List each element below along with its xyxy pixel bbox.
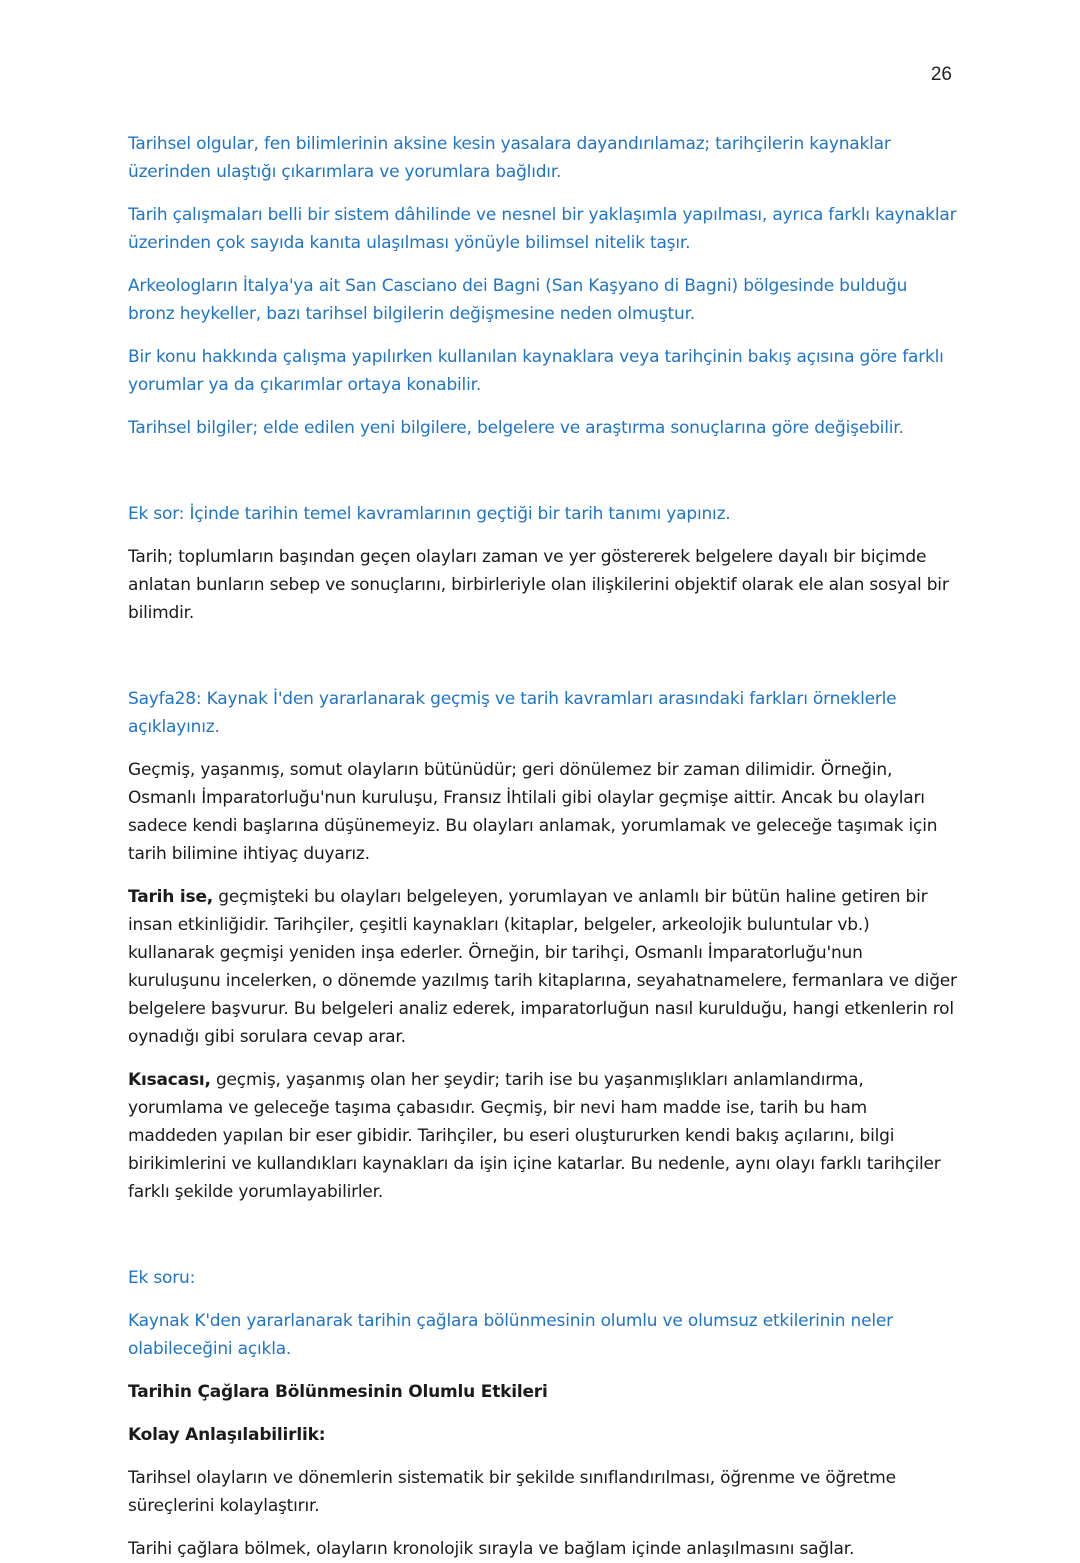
paragraph-bilimsel-nitelik: Tarih çalışmaları belli bir sistem dâhilinde ve nesnel bir yaklaşımla yapılması, ayrıca farklı kaynaklar üzerinden çok sayıda kanıta ulaşılması yönüyle bilimsel nitelik taşır. [128, 205, 957, 253]
kisacasi-lead: Kısacası, [128, 1070, 211, 1090]
ek-soru-question: Kaynak K'den yararlanarak tarihin çağlara bölünmesinin olumlu ve olumsuz etkilerinin neler olabileceğini açıkla. [128, 1311, 893, 1359]
page-content [128, 130, 958, 1563]
olumlu-etkiler-heading: Tarihin Çağlara Bölünmesinin Olumlu Etkileri [128, 1382, 548, 1402]
page-number: 26 [930, 64, 952, 85]
kolay-anlasilabilirlik-heading: Kolay Anlaşılabilirlik: [128, 1425, 326, 1445]
tarih-ise-lead: Tarih ise, [128, 887, 214, 907]
sayfa28-paragraph-tarih-ise [128, 883, 958, 1051]
sayfa28-question: Sayfa28: Kaynak İ'den yararlanarak geçmiş ve tarih kavramları arasındaki farkları örneklerle açıklayınız. [128, 689, 897, 737]
tarih-ise-text: geçmişteki bu olayları belgeleyen, yorumlayan ve anlamlı bir bütün haline getiren bir insan etkinliğidir. Tarihçiler, çeşitli kaynakları (kitaplar, belgeler, arkeolojik buluntular vb.) kullanarak geçmişi yeniden inşa ederler. Örneğin, bir tarihçi, Osmanlı İmparatorluğu'nun kuruluşunu incelerken, o dönemde yazılmış tarih kitaplarına, seyahatnamelere, fermanlara ve diğer belgelere başvurur. Bu belgeleri analiz ederek, imparatorluğun nasıl kurulduğu, hangi etkenlerin rol oynadığı gibi sorulara cevap arar. [128, 887, 957, 1047]
kisacasi-text: geçmiş, yaşanmış olan her şeydir; tarih ise bu yaşanmışlıkları anlamlandırma, yorumlama ve geleceğe taşıma çabasıdır. Geçmiş, bir nevi ham madde ise, tarih bu ham maddeden yapılan bir eser gibidir. Tarihçiler, bu eseri oluştururken kendi bakış açılarını, bilgi birikimlerini ve kullandıkları kaynakları da işin içine katarlar. Bu nedenle, aynı olayı farklı tarihçiler farklı şekilde yorumlayabilirler. [128, 1070, 941, 1202]
paragraph-arkeologlar: Arkeologların İtalya'ya ait San Casciano dei Bagni (San Kaşyano di Bagni) bölgesinde bulduğu bronz heykeller, bazı tarihsel bilgilerin değişmesine neden olmuştur. [128, 276, 908, 324]
sayfa28-paragraph-gecmis: Geçmiş, yaşanmış, somut olayların bütünüdür; geri dönülemez bir zaman dilimidir. Örneğin, Osmanlı İmparatorluğu'nun kuruluşu, Fransız İhtilali gibi olaylar geçmişe aittir. Ancak bu olayları sadece kendi başlarına düşünemeyiz. Bu olayları anlamak, yorumlamak ve geleceğe taşımak için tarih bilimine ihtiyaç duyarız. [128, 760, 938, 864]
paragraph-farkli-yorumlar: Bir konu hakkında çalışma yapılırken kullanılan kaynaklara veya tarihçinin bakış açısına göre farklı yorumlar ya da çıkarımlar ortaya konabilir. [128, 347, 944, 395]
paragraph-tarihsel-bilgiler: Tarihsel bilgiler; elde edilen yeni bilgilere, belgelere ve araştırma sonuçlarına göre değişebilir. [128, 418, 904, 438]
ek-sor-answer: Tarih; toplumların başından geçen olayları zaman ve yer göstererek belgelere dayalı bir biçimde anlatan bunların sebep ve sonuçlarını, birbirleriyle olan ilişkilerini objektif olarak ele alan sosyal bir bilimdir. [128, 547, 949, 623]
ek-soru-label: Ek soru: [128, 1268, 196, 1288]
sayfa28-paragraph-kisacasi [128, 1066, 958, 1206]
point-siniflandirma: Tarihsel olayların ve dönemlerin sistematik bir şekilde sınıflandırılması, öğrenme ve öğretme süreçlerini kolaylaştırır. [128, 1468, 896, 1516]
ek-sor-question: Ek sor: İçinde tarihin temel kavramlarının geçtiği bir tarih tanımı yapınız. [128, 504, 731, 524]
paragraph-tarihsel-olgular: Tarihsel olgular, fen bilimlerinin aksine kesin yasalara dayandırılamaz; tarihçilerin kaynaklar üzerinden ulaştığı çıkarımlara ve yorumlara bağlıdır. [128, 134, 891, 182]
point-kronolojik: Tarihi çağlara bölmek, olayların kronolojik sırayla ve bağlam içinde anlaşılmasını sağlar. [128, 1539, 855, 1559]
